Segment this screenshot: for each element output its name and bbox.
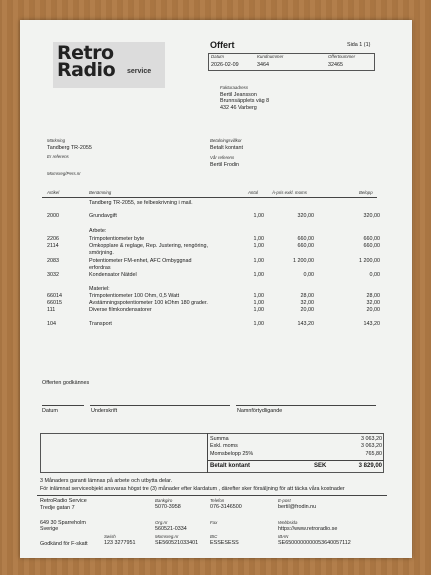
iban-value: SE6500000000053640057112 bbox=[278, 540, 351, 546]
logo-line-radio: Radio bbox=[57, 59, 116, 81]
col-qty-header: Antal bbox=[248, 190, 259, 195]
table-cell-name: Kondensator Nätdel bbox=[89, 272, 137, 278]
table-cell-qty: 1,00 bbox=[253, 236, 264, 242]
footer-rule bbox=[37, 495, 387, 496]
table-cell-name: erfordras bbox=[89, 265, 111, 271]
paid-label: Betalt kontant bbox=[210, 463, 251, 469]
table-cell-name: Arbete: bbox=[89, 228, 107, 234]
logo-line-retro: Retro bbox=[57, 42, 114, 64]
approval-title: Offerten godkännes bbox=[42, 380, 90, 386]
table-cell-name: Omkopplare & reglage, Rep. Justering, rengöring, bbox=[89, 243, 208, 249]
table-cell-price: 28,00 bbox=[300, 293, 314, 299]
note-liability: För inlämnat serviceobjekt ansvaras högst tre (3) månader efter klardatum , därefter sker försäljning för att täcka våra kostnader bbox=[40, 486, 345, 492]
swish-value: 123 3277951 bbox=[104, 540, 136, 546]
col-name-header: Benämning bbox=[89, 190, 112, 195]
table-cell-name: Trimpotentiometer 100 Ohm, 0,5 Watt bbox=[89, 293, 180, 299]
approval-signature-label: Underskrift bbox=[91, 408, 118, 414]
offer-no-value: 32465 bbox=[328, 62, 343, 68]
table-cell-amount: 660,00 bbox=[363, 236, 380, 242]
table-cell-qty: 1,00 bbox=[253, 307, 264, 313]
table-cell-article: 2206 bbox=[47, 236, 59, 242]
phone-label: Telefon bbox=[210, 498, 225, 503]
date-label: Datum bbox=[211, 54, 224, 59]
marking-label: Märkning bbox=[47, 138, 66, 143]
table-cell-qty: 1,00 bbox=[253, 300, 264, 306]
table-cell-article: 66015 bbox=[47, 300, 62, 306]
email-label: E-post bbox=[278, 498, 291, 503]
table-cell-article: 66014 bbox=[47, 293, 62, 299]
table-cell-article: 104 bbox=[47, 321, 56, 327]
billing-line: Brunnsäpplets väg 8 bbox=[220, 98, 270, 104]
col-article-header: Artikel bbox=[47, 190, 60, 195]
footer-street: Tredje gatan 7 bbox=[40, 505, 75, 511]
table-cell-price: 660,00 bbox=[297, 243, 314, 249]
momsreg-label: Momsreg.nr bbox=[155, 534, 179, 539]
page-number: Sida 1 (1) bbox=[347, 42, 371, 48]
company-logo bbox=[53, 42, 165, 88]
table-cell-name: Transport bbox=[89, 321, 112, 327]
terms-label: Betalningsvillkor bbox=[210, 138, 242, 143]
table-cell-price: 32,00 bbox=[300, 300, 314, 306]
web-label: Webbsida bbox=[278, 520, 298, 525]
marking-value: Tandberg TR-2055 bbox=[47, 145, 92, 151]
bic-label: BIC bbox=[210, 534, 218, 539]
table-cell-price: 0,00 bbox=[303, 272, 314, 278]
table-cell-amount: 320,00 bbox=[363, 213, 380, 219]
totals-paid-rule bbox=[207, 460, 384, 461]
excl-label: Exkl. moms bbox=[210, 443, 238, 449]
table-cell-amount: 20,00 bbox=[366, 307, 380, 313]
invoice-paper bbox=[20, 20, 412, 558]
table-cell-price: 1 200,00 bbox=[293, 258, 314, 264]
vat-amount-value: 765,80 bbox=[365, 451, 382, 457]
table-cell-amount: 143,20 bbox=[363, 321, 380, 327]
bic-value: ESSESESS bbox=[210, 540, 239, 546]
table-cell-name: Potentiometer FM-enhet, AFC Ombyggnad bbox=[89, 258, 192, 264]
momsreg-value: SE560521033401 bbox=[155, 540, 199, 546]
email-value: bertil@frodin.nu bbox=[278, 504, 317, 510]
table-intro: Tandberg TR-2055, se felbeskrivning i mail. bbox=[89, 200, 193, 206]
sum-value: 3 063,20 bbox=[361, 436, 382, 442]
logo-service: service bbox=[127, 68, 152, 75]
table-cell-amount: 1 200,00 bbox=[359, 258, 380, 264]
fax-label: Fax bbox=[210, 520, 218, 525]
our-ref-value: Bertil Frodin bbox=[210, 162, 240, 168]
table-cell-article: 2114 bbox=[47, 243, 59, 249]
orgnr-value: 560521-0334 bbox=[155, 526, 187, 532]
doc-title: Offert bbox=[210, 40, 235, 50]
vat-label: Momsreg/Pers.nr bbox=[47, 171, 81, 176]
approval-date-line bbox=[42, 405, 84, 406]
table-header-rule bbox=[42, 197, 377, 198]
table-cell-amount: 660,00 bbox=[363, 243, 380, 249]
col-amount-header: Belopp bbox=[359, 190, 373, 195]
table-cell-name: Grundavgift bbox=[89, 213, 117, 219]
paid-value: 3 829,00 bbox=[358, 463, 382, 469]
table-cell-name: Diverse filmkondensatorer bbox=[89, 307, 152, 313]
table-cell-price: 320,00 bbox=[297, 213, 314, 219]
web-value: https://www.retroradio.se bbox=[278, 526, 338, 532]
approval-name-line bbox=[236, 405, 376, 406]
swish-label: Swish bbox=[104, 534, 116, 539]
table-cell-price: 660,00 bbox=[297, 236, 314, 242]
table-cell-qty: 1,00 bbox=[253, 321, 264, 327]
date-value: 2026-02-09 bbox=[211, 62, 239, 68]
sum-label: Summa bbox=[210, 436, 229, 442]
totals-divider bbox=[207, 433, 208, 473]
bankgiro-label: Bankgiro bbox=[155, 498, 173, 503]
excl-value: 3 063,20 bbox=[361, 443, 382, 449]
footer-country: Sverige bbox=[40, 526, 59, 532]
table-cell-qty: 1,00 bbox=[253, 213, 264, 219]
table-cell-qty: 1,00 bbox=[253, 293, 264, 299]
table-cell-name: smörjning. bbox=[89, 250, 114, 256]
our-ref-label: Vår referens bbox=[210, 155, 235, 160]
table-cell-article: 2083 bbox=[47, 258, 59, 264]
table-cell-qty: 1,00 bbox=[253, 258, 264, 264]
table-cell-price: 20,00 bbox=[300, 307, 314, 313]
orgnr-label: Org.nr bbox=[155, 520, 168, 525]
terms-value: Betalt kontant bbox=[210, 145, 243, 151]
table-cell-article: 2000 bbox=[47, 213, 59, 219]
customer-no-value: 3464 bbox=[257, 62, 269, 68]
vat-amount-label: Momsbelopp 25% bbox=[210, 451, 254, 457]
approval-name-label: Namnförtydligande bbox=[237, 408, 283, 414]
table-cell-article: 3032 bbox=[47, 272, 59, 278]
table-cell-qty: 1,00 bbox=[253, 272, 264, 278]
billing-label: Fakturaadress bbox=[220, 85, 249, 90]
table-cell-name: Trimpotentiometer byte bbox=[89, 236, 145, 242]
table-cell-name: Avstämningspotentiometer 100 kOhm 180 grader. bbox=[89, 300, 208, 306]
bankgiro-value: 5070-3958 bbox=[155, 504, 181, 510]
footer-fskatt: Godkänd för F-skatt bbox=[40, 541, 88, 547]
table-cell-amount: 32,00 bbox=[366, 300, 380, 306]
iban-label: IBAN bbox=[278, 534, 289, 539]
paid-currency: SEK bbox=[314, 463, 327, 469]
footer-city: 649 30 Sparreholm bbox=[40, 520, 86, 526]
approval-signature-line bbox=[90, 405, 230, 406]
table-cell-price: 143,20 bbox=[297, 321, 314, 327]
footer-company: RetroRadio Service bbox=[40, 498, 87, 504]
customer-no-label: Kundnummer bbox=[257, 54, 284, 59]
table-cell-name: Materiel: bbox=[89, 286, 110, 292]
table-cell-amount: 0,00 bbox=[369, 272, 380, 278]
offer-no-label: Offertnummer bbox=[328, 54, 356, 59]
table-cell-qty: 1,00 bbox=[253, 243, 264, 249]
billing-line: 432 46 Varberg bbox=[220, 105, 257, 111]
reference-label: Er referens bbox=[47, 154, 69, 159]
table-cell-article: 111 bbox=[47, 307, 56, 313]
note-warranty: 3 Månaders garanti lämnas på arbete och utbytta delar. bbox=[40, 478, 173, 484]
approval-date-label: Datum bbox=[42, 408, 58, 414]
table-cell-amount: 28,00 bbox=[366, 293, 380, 299]
billing-line: Bertil Jeansson bbox=[220, 92, 257, 98]
col-price-header: À-pris exkl. moms bbox=[272, 190, 307, 195]
phone-value: 076-3146500 bbox=[210, 504, 242, 510]
